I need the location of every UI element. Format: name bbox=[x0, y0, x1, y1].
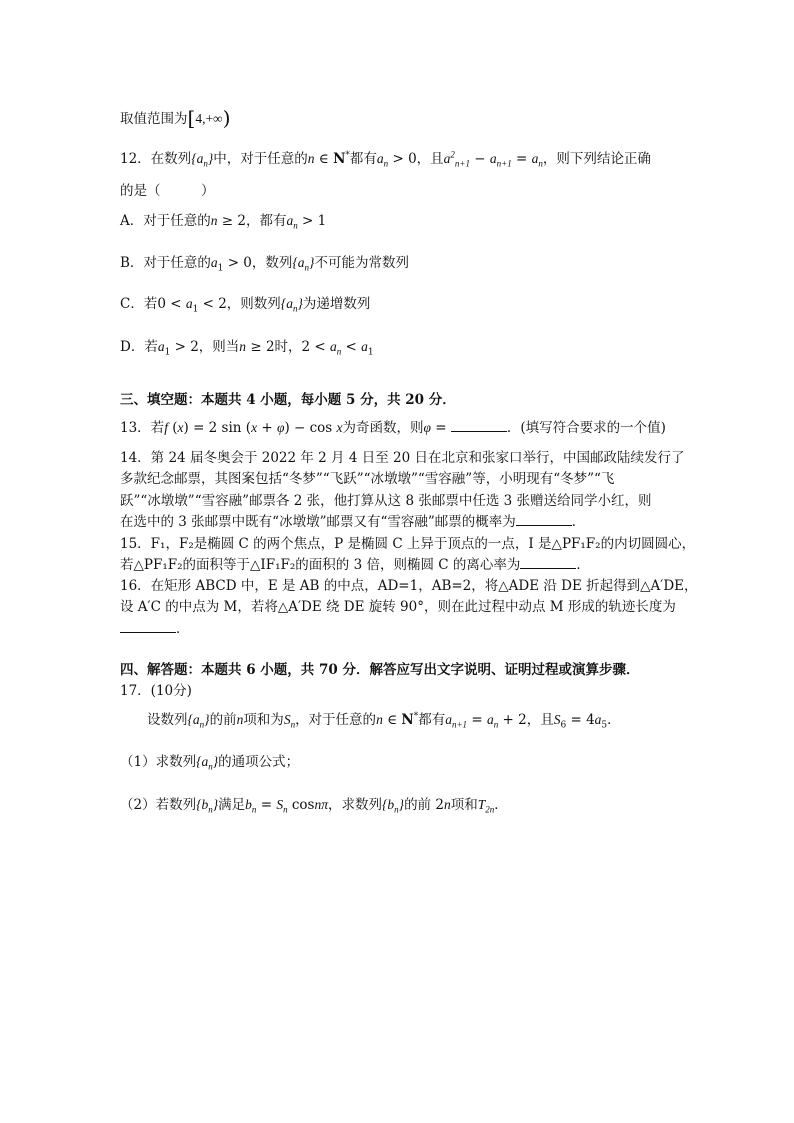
answer-blank[interactable] bbox=[451, 419, 507, 432]
answer-blank[interactable] bbox=[516, 513, 572, 526]
q15-line-2: 若△PF₁F₂的面积等于△IF₁F₂的面积的 3 倍，则椭圆 C 的离心率为 ． bbox=[120, 557, 590, 573]
line-range: 取值范围为[4,+∞) bbox=[120, 106, 231, 130]
q14-line-2: 多款纪念邮票，其图案包括“冬梦”“飞跃”“冰墩墩”“雪容融”等，小明现有“冬梦”“飞 bbox=[120, 471, 615, 487]
q17-part-1: （1）求数列$\{a_n\}$的通项公式； bbox=[120, 754, 300, 772]
q14-line-4: 在选中的 3 张邮票中既有“冰墩墩”邮票又有“雪容融”邮票的概率为 ． bbox=[120, 514, 586, 530]
q12-option-a: A．对于任意的n ≥ 2，都有$a_n > 1$ bbox=[120, 213, 327, 231]
q12-option-c: C．若$0 < a_1 < 2$，则数列$\{a_n\}$为递增数列 bbox=[120, 296, 371, 315]
answer-blank[interactable] bbox=[520, 556, 576, 569]
q16-line-3: ． bbox=[120, 620, 190, 638]
section-4-heading: 四、解答题：本题共 6 小题，共 70 分．解答应写出文字说明、证明过程或演算步骤． bbox=[120, 662, 640, 678]
q17-heading: 17．(10分) bbox=[120, 683, 192, 699]
q12-option-b: B．对于任意的$a_1 > 0$，数列$\{a_n\}$不可能为常数列 bbox=[120, 255, 409, 274]
q17-part-2: （2）若数列$\{b_n\}$满足$b_n = S_n$ cosnπ，求数列$\{b_n\}$的前 2n项和$T_{2n}$． bbox=[120, 797, 508, 815]
q13: 13．若f (x) = 2 sin (x + φ) − cos x为奇函数，则φ = ．(填写符合要求的一个值) bbox=[120, 420, 666, 436]
q14-line-3: 跃”“冰墩墩”“雪容融”邮票各 2 张，他打算从这 8 张邮票中任选 3 张赠送给同学小红，则 bbox=[120, 493, 652, 509]
q16-line-1: 16．在矩形 ABCD 中，E 是 AB 的中点，AD=1，AB=2，将△ADE 沿 DE 折起得到△A′DE， bbox=[120, 578, 698, 594]
section-3-heading: 三、填空题：本题共 4 小题，每小题 5 分，共 20 分． bbox=[120, 392, 456, 408]
q14-line-1: 14．第 24 届冬奥会于 2022 年 2 月 4 日至 20 日在北京和张家口举行，中国邮政陆续发行了 bbox=[120, 450, 685, 466]
q12-stem: 12．在数列$\{a_n\}$中，对于任意的n ∈ N*都有$a_n > 0$，且$a^2_{n+1} - a_{n+1} = a_n$，则下列结论正确 bbox=[120, 149, 651, 169]
q12-option-d: D．若$a_1 > 2$，则当n ≥ 2时，$2 < a_n < a_1$ bbox=[120, 339, 374, 358]
q17-stem: 设数列$\{a_n\}$的前n项和为$S_n$，对于任意的n ∈ N*都有$a_{n+1} = a_n + 2$，且$S_6 = 4a_5$． bbox=[147, 711, 621, 731]
answer-blank[interactable] bbox=[120, 620, 176, 633]
q12-stem-cont: 的是（ ） bbox=[120, 183, 215, 199]
q15-line-1: 15．F₁，F₂是椭圆 C 的两个焦点，P 是椭圆 C 上异于顶点的一点，I 是△PF₁F₂的内切圆圆心， bbox=[120, 536, 696, 552]
q16-line-2: 设 A′C 的中点为 M，若将△A′DE 绕 DE 旋转 90°，则在此过程中动点 M 形成的轨迹长度为 bbox=[120, 599, 676, 615]
